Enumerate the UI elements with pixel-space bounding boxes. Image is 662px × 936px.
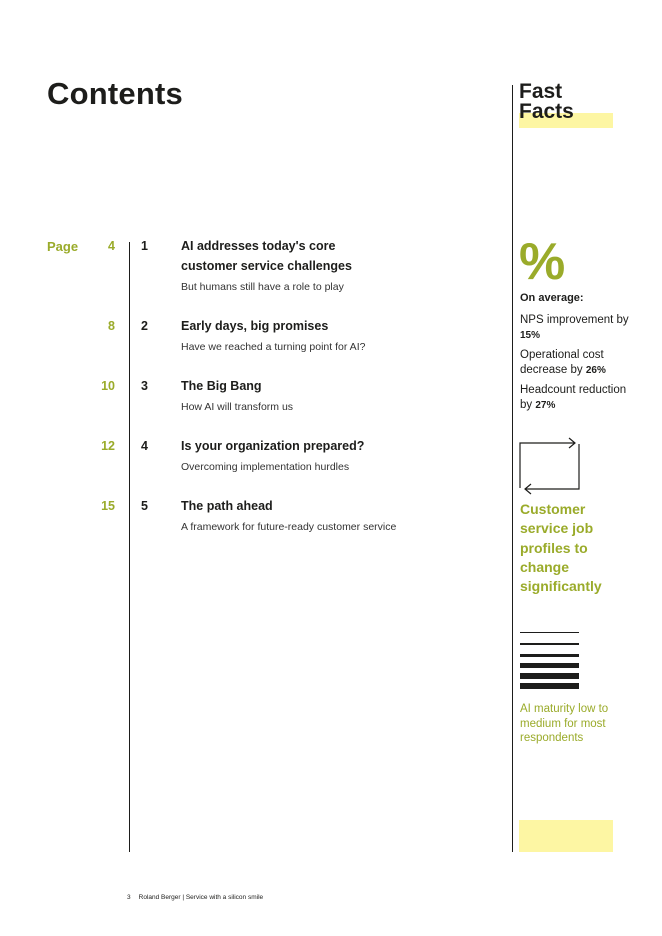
job-profiles-text: Customer service job profiles to change significantly xyxy=(520,501,602,595)
page-title: Contents xyxy=(47,76,183,111)
fast-facts-title xyxy=(519,82,574,122)
toc-page-number: 10 xyxy=(101,379,115,393)
toc-chapter-number: 3 xyxy=(141,379,148,393)
toc-chapter-number: 4 xyxy=(141,439,148,453)
stat-text: Operational cost decrease by xyxy=(520,349,604,376)
toc-page-number: 4 xyxy=(108,239,115,253)
stat-value: 27% xyxy=(535,400,556,411)
footer-page-number: 3 xyxy=(127,894,131,901)
stat-text: Headcount reduction by xyxy=(520,384,627,411)
toc-page-number: 8 xyxy=(108,319,115,333)
page-footer xyxy=(127,894,263,901)
toc-page-number: 15 xyxy=(101,499,115,513)
fast-facts-title-line1: Fast xyxy=(519,80,563,103)
stat-text: NPS improvement by xyxy=(520,314,629,326)
fast-facts-divider xyxy=(512,85,513,852)
on-average-label: On average: xyxy=(520,292,584,304)
toc-chapter-number: 5 xyxy=(141,499,148,513)
percent-icon: % xyxy=(519,233,566,291)
toc-chapter-title: The Big Bang xyxy=(181,379,262,393)
cycle-arrows-icon xyxy=(518,436,582,496)
toc-page-number: 12 xyxy=(101,439,115,453)
toc-chapter-title: Early days, big promises xyxy=(181,319,329,333)
stat-headcount xyxy=(520,383,630,413)
toc-chapter-subtitle: But humans still have a role to play xyxy=(181,281,344,293)
fast-facts-title-line2: Facts xyxy=(519,100,574,123)
toc-chapter-title: The path ahead xyxy=(181,499,273,513)
toc-chapter-subtitle: Overcoming implementation hurdles xyxy=(181,461,350,473)
toc-chapter-number: 1 xyxy=(141,239,148,253)
stat-value: 15% xyxy=(520,330,541,341)
toc-chapter-subtitle: How AI will transform us xyxy=(181,401,294,413)
ai-maturity-text: AI maturity low to medium for most respondents xyxy=(520,703,609,745)
toc-chapter-subtitle: A framework for future-ready customer service xyxy=(181,521,397,533)
toc-chapter-title: AI addresses today's core customer service challenges xyxy=(181,239,352,273)
footer-text: Roland Berger | Service with a silicon smile xyxy=(138,894,264,901)
stat-nps xyxy=(520,313,630,343)
stat-value: 26% xyxy=(585,365,606,376)
toc-chapter-number: 2 xyxy=(141,319,148,333)
maturity-bars-icon xyxy=(520,632,579,689)
toc-chapter-title: Is your organization prepared? xyxy=(181,439,365,453)
page-column-label: Page xyxy=(47,239,79,254)
toc-chapter-subtitle: Have we reached a turning point for AI? xyxy=(181,341,366,353)
highlight-box xyxy=(519,820,613,852)
contents-divider xyxy=(129,242,130,852)
stat-operational-cost xyxy=(520,348,630,378)
